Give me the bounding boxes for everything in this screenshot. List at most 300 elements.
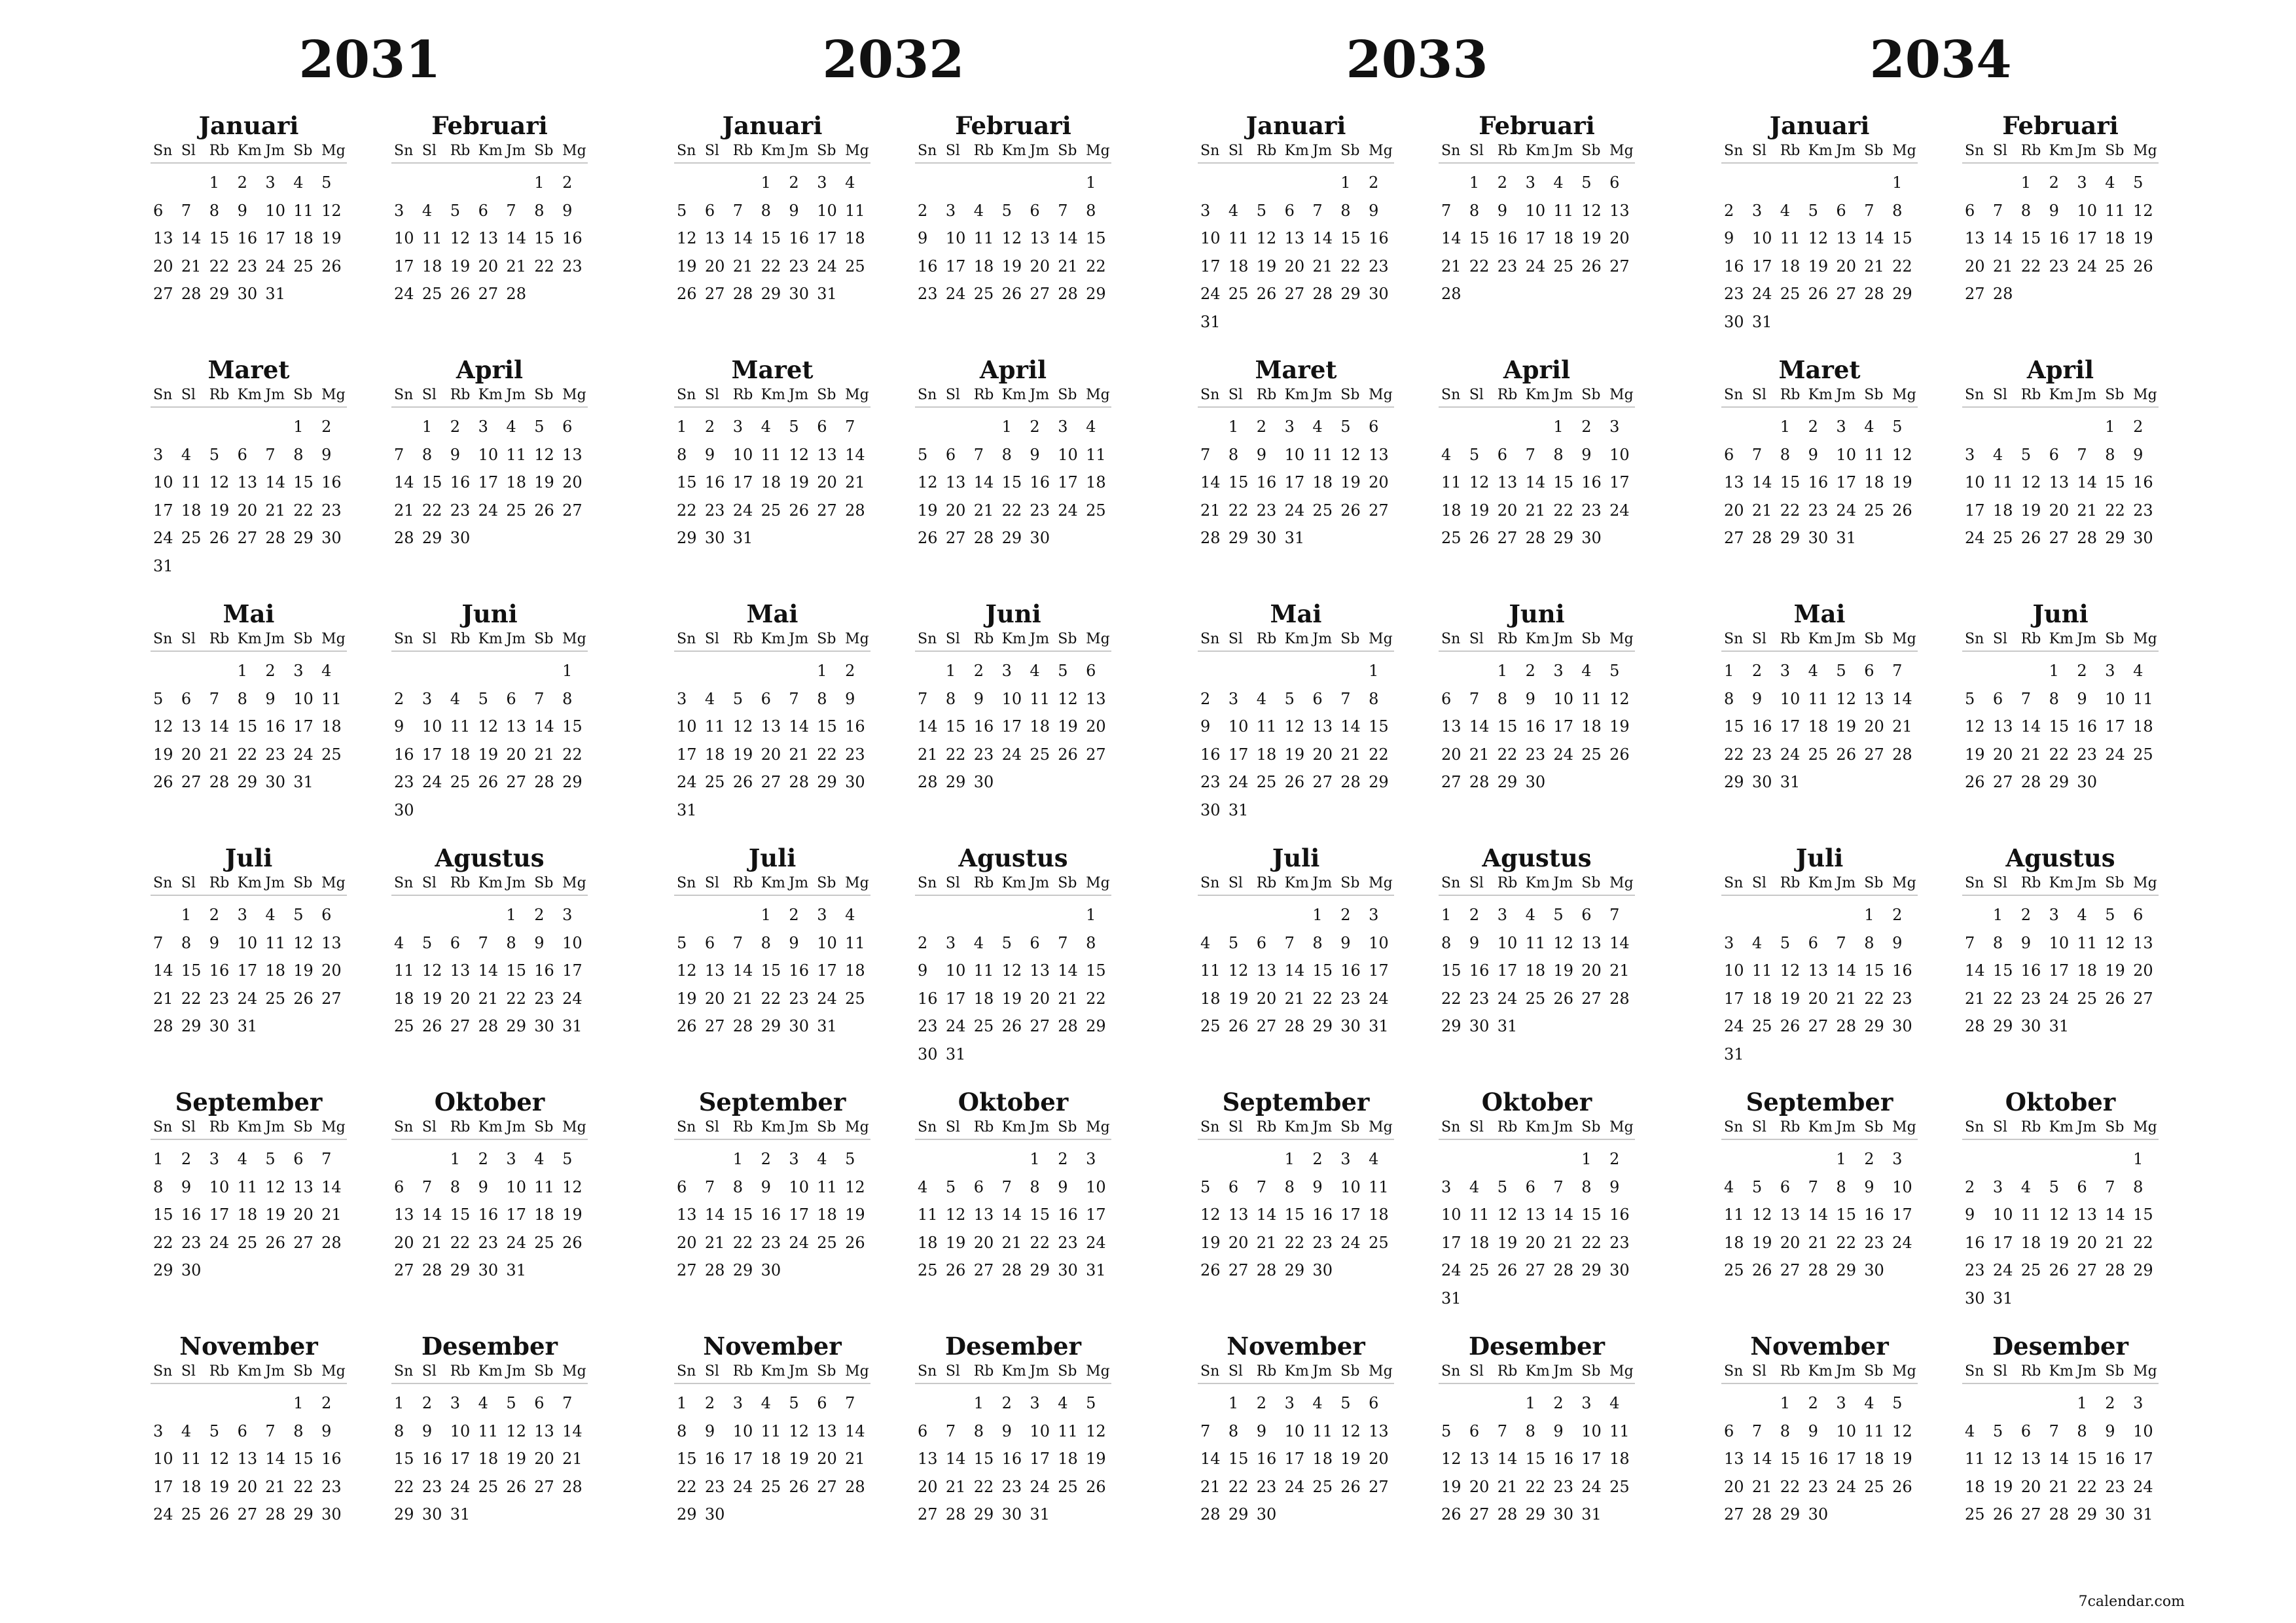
day-cell: 27 [1724,1505,1744,1524]
day-cell: 13 [1030,961,1050,980]
empty-cell [915,901,943,929]
day-cell: 30 [704,1505,725,1524]
empty-cell [1027,901,1055,929]
weekday-label: Sl [1228,1119,1243,1135]
empty-cell [1254,1145,1282,1173]
weekday-header [1962,1116,2159,1140]
day-cell: 3 [1058,418,1068,436]
day-cell: 11 [1992,473,2013,491]
day-cell: 26 [789,501,809,520]
day-cell: 10 [1780,689,1801,708]
day-grid [1198,1389,1394,1529]
day-cell: 15 [1369,717,1389,736]
month-block [391,111,588,334]
day-cell: 8 [394,1421,404,1440]
day-cell: 12 [1992,1450,2013,1468]
empty-cell [2047,1145,2075,1173]
empty-cell [476,169,504,197]
day-cell: 8 [761,201,771,220]
weekday-label: Sl [181,1363,196,1380]
weekday-label: Km [1284,875,1309,891]
day-cell: 25 [1780,285,1801,303]
day-cell: 26 [1441,1505,1462,1524]
day-cell: 6 [1369,1394,1379,1412]
empty-cell [1861,169,1890,197]
day-cell: 28 [1441,285,1462,303]
day-cell: 6 [2020,1421,2031,1440]
weekday-label: Mg [1086,143,1110,159]
day-cell: 28 [265,1505,285,1524]
day-cell: 17 [1836,473,1856,491]
day-cell: 27 [1965,285,1985,303]
weekday-header [915,1116,1111,1140]
day-cell: 31 [2049,1017,2070,1035]
day-grid [674,169,870,308]
day-cell: 28 [1525,529,1546,547]
empty-cell [999,901,1028,929]
day-cell: 30 [789,1017,809,1035]
weekday-label: Km [761,143,785,159]
day-cell: 26 [2105,989,2125,1008]
weekday-label: Km [761,631,785,647]
day-cell: 1 [1581,1150,1592,1168]
day-cell: 27 [153,285,173,303]
day-cell: 6 [1497,445,1507,464]
weekday-label: Sn [394,1119,414,1135]
month-name: Juli [224,844,273,872]
day-cell: 21 [534,745,554,764]
weekday-label: Km [2049,1363,2073,1380]
day-cell: 16 [321,473,342,491]
day-cell: 12 [1256,229,1277,247]
day-cell: 31 [1497,1017,1518,1035]
day-cell: 7 [1808,1177,1818,1196]
weekday-header [1721,140,1918,164]
day-cell: 17 [817,229,837,247]
day-cell: 1 [761,906,771,924]
day-cell: 21 [1751,1477,1772,1496]
month-name: Desember [944,1332,1082,1361]
day-cell: 12 [321,201,342,220]
empty-cell [2018,657,2047,685]
day-cell: 3 [1086,1150,1096,1168]
weekday-label: Mg [1369,143,1393,159]
day-cell: 22 [761,989,781,1008]
empty-cell [1282,169,1310,197]
day-cell: 11 [1864,1421,1884,1440]
day-grid [674,413,870,552]
day-cell: 15 [1469,229,1490,247]
day-cell: 9 [237,201,247,220]
weekday-label: Sl [945,875,960,891]
weekday-label: Sb [1340,143,1360,159]
day-cell: 27 [1030,1017,1050,1035]
day-cell: 10 [1836,445,1856,464]
day-cell: 22 [394,1477,414,1496]
day-cell: 3 [450,1394,460,1412]
day-cell: 11 [265,933,285,952]
weekday-label: Rb [2020,387,2041,403]
day-cell: 31 [450,1505,471,1524]
empty-cell [1990,169,2018,197]
empty-cell [1962,1389,1990,1418]
weekday-label: Km [1001,1363,1026,1380]
weekday-label: Jm [1030,1119,1050,1135]
day-cell: 13 [1369,1421,1389,1440]
day-grid [674,901,870,1041]
day-cell: 24 [1284,1477,1305,1496]
day-cell: 18 [1864,1450,1884,1468]
day-cell: 19 [1441,1477,1462,1496]
weekday-header [1721,872,1918,896]
day-cell: 16 [789,229,809,247]
weekday-label: Sb [293,1363,313,1380]
day-cell: 29 [2133,1261,2153,1279]
weekday-label: Km [1284,387,1309,403]
weekday-header [1721,1116,1918,1140]
day-cell: 26 [1751,1261,1772,1279]
weekday-label: Km [478,1363,503,1380]
day-cell: 8 [1340,201,1351,220]
day-cell: 18 [321,717,342,736]
day-cell: 1 [450,1150,460,1168]
day-cell: 6 [704,201,715,220]
day-cell: 24 [1581,1477,1602,1496]
day-cell: 2 [321,1394,332,1412]
day-cell: 10 [1284,1421,1305,1440]
weekday-label: Sb [534,387,554,403]
day-cell: 4 [1864,1394,1874,1412]
day-cell: 21 [732,257,753,276]
weekday-label: Jm [1553,143,1573,159]
day-cell: 17 [1340,1205,1361,1224]
day-cell: 30 [761,1261,781,1279]
day-cell: 15 [2105,473,2125,491]
empty-cell [943,1389,971,1418]
day-cell: 24 [2133,1477,2153,1496]
day-cell: 19 [2105,961,2125,980]
day-cell: 5 [1836,662,1846,680]
day-cell: 29 [973,1505,994,1524]
weekday-label: Jm [1553,1119,1573,1135]
empty-cell [674,901,702,929]
day-cell: 9 [265,689,276,708]
day-cell: 11 [422,229,442,247]
day-cell: 9 [1058,1177,1068,1196]
day-cell: 5 [2105,906,2115,924]
day-cell: 7 [209,689,219,708]
day-cell: 18 [1992,501,2013,520]
day-cell: 19 [209,501,230,520]
day-cell: 20 [1836,257,1856,276]
weekday-header [674,1116,870,1140]
day-cell: 26 [1058,745,1078,764]
month-block [915,111,1111,334]
day-cell: 7 [265,445,276,464]
day-cell: 20 [506,745,526,764]
day-cell: 15 [2049,717,2070,736]
day-grid [1962,413,2159,552]
empty-cell [503,657,531,685]
day-cell: 17 [1001,717,1022,736]
day-cell: 5 [1256,201,1266,220]
day-cell: 21 [845,1450,865,1468]
month-name: Agustus [1482,844,1592,872]
day-cell: 26 [1553,989,1573,1008]
day-cell: 20 [1808,989,1829,1008]
day-cell: 25 [1312,1477,1333,1496]
weekday-label: Km [1001,387,1026,403]
day-cell: 28 [1553,1261,1573,1279]
day-cell: 10 [2133,1421,2153,1440]
day-cell: 15 [1228,473,1249,491]
day-cell: 19 [1965,745,1985,764]
day-cell: 9 [2077,689,2087,708]
day-cell: 12 [677,961,697,980]
day-cell: 15 [1724,717,1744,736]
day-cell: 5 [1609,662,1620,680]
day-cell: 11 [918,1205,938,1224]
weekday-label: Sb [1581,143,1601,159]
day-cell: 19 [450,257,471,276]
day-cell: 12 [1340,445,1361,464]
day-cell: 22 [293,501,314,520]
weekday-label: Mg [1609,387,1634,403]
day-cell: 7 [704,1177,715,1196]
day-cell: 4 [1228,201,1239,220]
footer-credit[interactable]: 7calendar.com [2078,1594,2185,1610]
day-cell: 11 [2020,1205,2041,1224]
day-cell: 26 [2133,257,2153,276]
weekday-label: Sn [1965,1363,1984,1380]
empty-cell [943,901,971,929]
day-cell: 14 [1497,1450,1518,1468]
day-grid [1962,657,2159,796]
day-cell: 5 [1553,906,1564,924]
weekday-header [1439,140,1635,164]
day-cell: 18 [2020,1233,2041,1252]
weekday-label: Rb [732,875,753,891]
empty-cell [1749,169,1778,197]
day-grid [151,1389,347,1529]
weekday-header [1198,384,1394,408]
weekday-label: Sl [422,1363,437,1380]
day-cell: 8 [562,689,573,708]
day-grid [1439,169,1635,308]
day-cell: 14 [1256,1205,1277,1224]
day-cell: 11 [534,1177,554,1196]
day-cell: 11 [761,1421,781,1440]
day-cell: 26 [1256,285,1277,303]
day-cell: 10 [237,933,258,952]
day-cell: 26 [422,1017,442,1035]
day-cell: 22 [1441,989,1462,1008]
weekday-label: Km [478,875,503,891]
weekday-label: Rb [1497,1363,1518,1380]
weekday-label: Km [237,387,262,403]
weekday-header [391,384,588,408]
weekday-label: Rb [1256,143,1277,159]
day-cell: 5 [209,445,219,464]
day-cell: 1 [293,418,304,436]
month-name: Maret [1255,355,1337,384]
day-cell: 25 [534,1233,554,1252]
day-cell: 22 [1086,989,1106,1008]
day-cell: 10 [1058,445,1078,464]
day-cell: 2 [1724,201,1734,220]
weekday-header [1439,628,1635,652]
day-cell: 29 [1001,529,1022,547]
day-cell: 28 [1469,773,1490,791]
day-cell: 16 [209,961,230,980]
month-name: Januari [722,111,823,140]
day-cell: 16 [450,473,471,491]
day-cell: 22 [534,257,554,276]
weekday-header [1439,872,1635,896]
weekday-label: Mg [845,875,869,891]
weekday-label: Mg [1609,631,1634,647]
weekday-label: Sl [704,143,719,159]
day-cell: 31 [562,1017,583,1035]
day-grid [1198,901,1394,1041]
day-cell: 28 [506,285,526,303]
weekday-label: Sn [677,1363,696,1380]
day-cell: 5 [1200,1177,1211,1196]
day-cell: 12 [2049,1205,2070,1224]
day-cell: 9 [394,717,404,736]
day-cell: 28 [394,529,414,547]
day-cell: 30 [845,773,865,791]
empty-cell [1806,901,1834,929]
day-cell: 26 [1892,1477,1912,1496]
day-cell: 24 [817,989,837,1008]
day-cell: 29 [209,285,230,303]
day-cell: 30 [1312,1261,1333,1279]
day-grid [1198,169,1394,336]
day-cell: 29 [1780,529,1801,547]
day-cell: 11 [845,933,865,952]
day-cell: 19 [845,1205,865,1224]
empty-cell [151,1389,179,1418]
day-cell: 14 [1751,473,1772,491]
day-cell: 4 [1992,445,2003,464]
day-cell: 9 [1256,1421,1266,1440]
day-cell: 20 [2020,1477,2041,1496]
day-grid [1439,1389,1635,1529]
day-cell: 16 [1525,717,1546,736]
day-cell: 7 [2077,445,2087,464]
day-cell: 24 [945,285,966,303]
weekday-label: Mg [845,1119,869,1135]
empty-cell [1778,169,1806,197]
day-cell: 14 [1609,933,1630,952]
weekday-label: Jm [1312,1363,1333,1380]
day-cell: 15 [562,717,583,736]
day-cell: 1 [153,1150,164,1168]
day-cell: 9 [973,689,984,708]
empty-cell [1439,169,1467,197]
empty-cell [1721,1145,1749,1173]
day-cell: 8 [1369,689,1379,708]
day-cell: 8 [1312,933,1323,952]
day-cell: 30 [1724,312,1744,331]
day-cell: 13 [677,1205,697,1224]
day-cell: 10 [1965,473,1985,491]
day-cell: 19 [789,473,809,491]
day-grid [915,657,1111,796]
day-cell: 3 [1965,445,1975,464]
day-cell: 19 [789,1450,809,1468]
day-cell: 19 [1284,745,1305,764]
day-cell: 27 [817,1477,837,1496]
day-cell: 24 [732,501,753,520]
day-cell: 4 [973,933,984,952]
day-grid [1721,413,1918,552]
day-cell: 2 [2077,662,2087,680]
day-cell: 11 [817,1177,837,1196]
weekday-label: Km [2049,875,2073,891]
day-cell: 3 [1609,418,1620,436]
day-cell: 20 [1441,745,1462,764]
weekday-label: Mg [1369,1363,1393,1380]
day-cell: 29 [1864,1017,1884,1035]
day-cell: 2 [562,173,573,192]
month-block [1198,844,1394,1066]
weekday-header [1198,628,1394,652]
empty-cell [1439,1389,1467,1418]
day-cell: 10 [1228,717,1249,736]
weekday-label: Sb [1058,143,1077,159]
weekday-label: Mg [2133,1363,2157,1380]
empty-cell [151,657,179,685]
day-cell: 30 [478,1261,499,1279]
day-cell: 12 [732,717,753,736]
day-cell: 17 [2133,1450,2153,1468]
day-cell: 13 [1724,1450,1744,1468]
day-cell: 20 [153,257,173,276]
day-cell: 21 [1808,1233,1829,1252]
month-block [1198,355,1394,578]
day-cell: 10 [450,1421,471,1440]
weekday-label: Rb [2020,631,2041,647]
weekday-label: Rb [973,1119,994,1135]
empty-cell [1749,413,1778,441]
day-cell: 20 [2133,961,2153,980]
day-cell: 16 [704,473,725,491]
day-cell: 4 [1058,1394,1068,1412]
day-cell: 17 [945,257,966,276]
day-cell: 16 [237,229,258,247]
day-cell: 29 [450,1261,471,1279]
month-block [1439,1088,1635,1310]
day-cell: 26 [562,1233,583,1252]
weekday-label: Sl [1469,1119,1484,1135]
day-cell: 25 [422,285,442,303]
month-block [1962,355,2159,578]
empty-cell [1226,657,1254,685]
weekday-label: Rb [973,875,994,891]
day-cell: 29 [1369,773,1389,791]
day-cell: 15 [1312,961,1333,980]
day-cell: 26 [293,989,314,1008]
day-grid [1962,901,2159,1041]
empty-cell [420,1145,448,1173]
day-cell: 28 [1808,1261,1829,1279]
day-cell: 2 [1340,906,1351,924]
day-cell: 19 [506,1450,526,1468]
weekday-label: Mg [2133,1119,2157,1135]
month-name: Mai [223,599,275,628]
